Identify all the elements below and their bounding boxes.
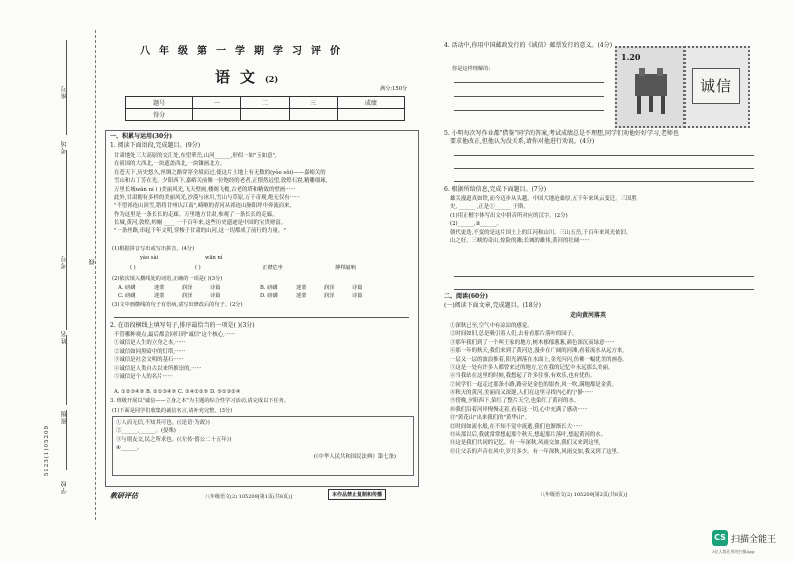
exam-no-line [66, 230, 67, 330]
stamp-price: 1.20 [621, 52, 641, 62]
essay-line: ⑦同学们一起走过那条小路,路旁是金色的银杏,风一吹,满地都是金黄。 [450, 381, 617, 388]
score-cell-1[interactable] [193, 109, 241, 121]
word-bozhi: 搏栉敲响 [335, 265, 356, 271]
essay-line: ⑫时间如流水般,在不知不觉中流逝,我们也渐渐长大······ [450, 423, 583, 430]
copyright-stamp: 本作品禁止复制和传播 [328, 489, 386, 500]
section1-heading: 一、积累与运用(30分) [110, 133, 173, 140]
score-header-2: 二 [241, 97, 289, 109]
q6-line: 雄关漫道真如铁,而今迈步从头越。中国大地沧桑厚,五千年来风云变迁。三国胜 [450, 196, 637, 202]
word-zhengjin: 正襟危坐 [262, 265, 283, 271]
essay-line: ⑪"黄花山"出来我们的"黄华山"。 [450, 415, 530, 422]
subject-number: (2) [265, 74, 279, 84]
essay-line: ⑤这是一处有许多人都曾来过的地方,它在我的记忆中永远那么美丽。 [450, 364, 614, 371]
stamp-image-1 [615, 46, 685, 128]
camscanner-tagline: 3亿人都在用的扫描App [712, 549, 755, 554]
pinyin-1: yào sài [140, 255, 159, 261]
q6-line: 山之好。三峡的奇山,惊险的滩;长城的雄伟,黄河的壮阔······ [450, 237, 590, 244]
q2-choices[interactable]: A. ①②③④⑤ B. ②①③④⑤ C. ③④①②⑤ D. ⑤①③②④ [114, 389, 241, 395]
q1-2-choices-row2 [118, 293, 408, 300]
q5-prompt-b: 要求他改正,但他认为没关系,请你对他进行劝说。(4分) [450, 138, 595, 145]
choice-d-w3: 润泽 [324, 293, 335, 299]
quote-line: ③与朋友交,民之所求也。(《左传·僖公二十五年》) [116, 436, 232, 443]
name-label: 姓名 [61, 330, 68, 344]
essay-line: ⑨傍晚,夕阳西下,染红了整片天空,也染红了黄河的水。 [450, 398, 580, 405]
fold-line [95, 30, 96, 520]
score-header-3: 三 [289, 97, 337, 109]
q2-line: ④诚信是人类自古以来所推崇的,······ [114, 365, 202, 372]
q1-passage [114, 152, 414, 238]
camscanner-icon: CS [712, 530, 728, 546]
q1-1-prompt: (1)根据拼音写出或写出拼音。(4分) [112, 246, 195, 252]
stamp-text: 诚信 [692, 68, 740, 104]
q2-line: ①诚信是人生的立身之本,······ [114, 340, 186, 347]
q1-3-prompt: (3)文中画横线的句子有语病,请写出修改后的句子。(2分) [112, 302, 243, 308]
left-page [100, 0, 420, 561]
serial-number: 5123(1)05209 [44, 425, 50, 477]
essay-line: ⑬从那以后,我就常常想起那个秋天,想起那片落叶,想起黄河的水。 [450, 431, 607, 438]
q1-line: 万里长城wǎn ní ( )美丽风光,飞天壁画,楼阁飞檐,古老的塔和精致的壁画······ [114, 186, 296, 193]
q1-line: 此外,甘肃拥有多样的美丽风光,沙漠与冰川,雪山与草原,万千奇观,绝无仅有······ [114, 194, 300, 201]
essay-line: ④那一年的秋天,我们来到了黄河边,漫步在广阔的河滩,看着流水从远方来, [450, 348, 624, 355]
q5-prompt: 5. 小明每次写作业都"借鉴"同学的答案,考试成绩总是不理想,同学们劝他好好学习,老师也 [444, 130, 679, 137]
q6-line: (1)用正楷字体写出文中拼音所对应的汉字。(2分) [450, 212, 568, 219]
q1-2-choices-row1 [118, 285, 408, 292]
answer-line[interactable] [454, 289, 754, 290]
pinyin-2: wān ní [205, 255, 223, 261]
q2-passage [114, 331, 414, 387]
bronze-vessel-icon [629, 68, 673, 116]
choice-a-w4: 诗篇 [210, 285, 221, 291]
choice-c-w4: 诗篇 [210, 293, 221, 299]
q6-passage [450, 195, 760, 265]
q1-line: 在祖国的大西北,一块遮盖西北,一块镶画北方。 [114, 161, 226, 168]
essay-line: ⑩我们沿着河岸慢慢走着,看着这一切,心中充满了感动······ [450, 406, 588, 413]
essay-line: ⑥当我站在这里的时候,我想起了许多往事,有欢乐,也有忧伤。 [450, 373, 596, 380]
choice-b-w3: 润泽 [324, 285, 335, 291]
choice-b-w4: 诗篇 [352, 285, 363, 291]
left-page-footer: 八年级语文(2) 105209[第1页(共8页)] [205, 494, 292, 500]
choice-c-w3: 润泽 [182, 293, 193, 299]
q3-prompt: 3. 班级开展以"诚信——立身之本"为主题的综合性学习活动,请完成以下任务。 [110, 398, 290, 404]
q4-sub: 你是这样理解的: [452, 66, 491, 72]
choice-c-w2: 迷蒙 [154, 293, 165, 299]
score-row-label: 得分 [126, 109, 193, 121]
essay-title: 走向黄河落英 [570, 312, 607, 319]
q2-prompt: 2. 在语段横线上填写句子,排序最恰当的一项是( )(3分) [110, 322, 255, 329]
publisher-logo: 教研评估 [110, 492, 138, 500]
room-line [66, 150, 67, 230]
q1-line: 在苍天下,历史悠久,丝绸之路穿穿全境而过,使这片土地上有无数的(yòo sǒi)——嘉峪关的 [114, 169, 326, 176]
binding-strip [0, 0, 100, 561]
answer-line[interactable] [454, 110, 604, 111]
answer-line[interactable] [114, 317, 409, 318]
essay-line: ③那年我们到了一个叫王家的地方,树木郁郁葱葱,颜色深沉而绿意······ [450, 339, 615, 346]
q1-line: "一条丝路,串起千年文明,穿梭于甘肃的山河,这一切都成了前行的力量。" [114, 228, 286, 235]
seat-label: 座号 [61, 85, 68, 99]
q1-line: "不望祁连山顶雪,错将甘州认江南",崎岖的青河从祁连山脉阳坪中奔流而来, [114, 203, 292, 210]
q1-2-prompt: (2)依次填入横线处的词语,正确的一项是( )(3分) [112, 276, 223, 282]
q4-prompt: 4. 活动中,你用中国邮政发行的《诚信》邮票发行的意义。(4分) [444, 42, 613, 49]
stamp-image-2 [684, 46, 750, 128]
choice-a-w2: 迷蒙 [154, 285, 165, 291]
essay-body [450, 322, 765, 482]
fold-mark: 线 [89, 258, 96, 265]
subject-name: 语文 [215, 68, 266, 86]
score-header-1: 一 [193, 97, 241, 109]
quote-law: (《中华人民共和国民法典》第七条) [313, 453, 396, 460]
essay-line: ⑧秋天的黄河,美丽而又深邃,人们在这里寻找内心的宁静······ [450, 390, 594, 396]
quote-line[interactable]: ④______。 [116, 445, 143, 452]
choice-d-w2: 迷蒙 [296, 293, 307, 299]
right-page [440, 0, 780, 561]
answer-line[interactable] [454, 168, 754, 169]
q1-prompt: 1. 阅读下面语段,完成题目。(9分) [110, 142, 201, 149]
full-score: 满分:150分 [380, 86, 408, 92]
score-cell-2[interactable] [241, 109, 289, 121]
q2-line: ③诚信是社会文明的基石······ [114, 357, 184, 364]
right-page-footer: 八年级语文(2) 105209[第2页(共8页)] [540, 492, 627, 498]
answer-line[interactable] [454, 181, 754, 182]
q6-line: 史, ______ ,正是①______ 于斯。 [450, 204, 529, 211]
choice-b-label[interactable]: B. 磅礴 [260, 285, 278, 291]
q1-line: 作为这里是一条长长的走廊。万里地方甘肃,参观了一条长长的走廊。 [114, 211, 278, 218]
answer-line[interactable] [454, 155, 754, 156]
score-cell-3[interactable] [289, 109, 337, 121]
q6-prompt: 6. 根据所给信息,完成下面题目。(7分) [444, 186, 547, 193]
choice-b-w2: 迷蒙 [296, 285, 307, 291]
exam-no-label: 考号 [61, 255, 68, 269]
choice-d-w4: 诗篇 [352, 293, 363, 299]
answer-line[interactable] [454, 96, 604, 97]
essay-line: ①深秋已至,空气中有凉凉的感觉。 [450, 323, 533, 329]
q2-line: 不管哪种观点,最后都会回归到"诚信"这个核心,······ [114, 332, 236, 338]
camscanner-watermark [712, 528, 792, 558]
quotes [116, 419, 406, 473]
score-header-qno: 题号 [126, 97, 193, 109]
blank-2[interactable]: ( ) [195, 265, 201, 271]
q3-1-prompt: (1)下面是同学们收集的诚信名言,请补充完整。(3分) [112, 408, 233, 414]
school-label: 学校 [61, 480, 68, 494]
quote-line[interactable]: ②______,______。(晏殊) [116, 428, 176, 435]
q2-line: ②诚信如同黑暗中的灯塔,······ [114, 348, 186, 355]
q1-line: 长城,黄河,敦煌,崆峒 ____ 一千百年来,这些历史遗迹是中国的宝贵财富。 [114, 220, 287, 226]
q7-prompt: (一)阅读下面文章,完成题目。(18分) [444, 302, 541, 309]
seat-line [66, 40, 67, 135]
exam-title: 八年级第一学期学习评价 [140, 46, 349, 57]
class-label: 班级 [61, 410, 68, 424]
essay-line: ②时间如旧,总是吸引着人们,去看看那片落叶的园子。 [450, 331, 578, 338]
choice-a-label[interactable]: A. 磅礴 [118, 285, 136, 291]
q1-line: 雪山和古丁芳在光。夕阳西下,嘉峪关前像一位饱经的老者,正憬然远望,敦煌石窟,精雕细琢, [114, 178, 328, 185]
subject-title [215, 66, 278, 87]
q2-line: ⑤诚信是个人的名片······ [114, 373, 173, 380]
choice-d-label[interactable]: D. 磅礴 [260, 293, 278, 299]
score-header-total: 成绩 [337, 97, 404, 109]
essay-line: ⑭这是我们共同的记忆。有一年深秋,风雨交加,我们又来到这里, [450, 440, 601, 447]
q6-line: 朝代更迭,不变的是这片国土上的江河和山川。三山五岳,千百年来风光依旧。 [450, 229, 632, 236]
choice-c-label[interactable]: C. 磅礴 [118, 293, 136, 299]
class-line [66, 410, 67, 470]
section2-heading: 二、阅读(60分) [444, 293, 489, 300]
essay-line: 一层又一层的波浪推着,阳光洒落在水面上,金光闪闪,仿佛一幅优美的画卷。 [450, 356, 628, 363]
score-table [125, 96, 405, 121]
room-label: 考场 [61, 140, 68, 154]
essay-line: ⑮让父亲的声音在风中,岁月多少。有一年深秋,风雨交加,我又到了这里。 [450, 448, 623, 455]
choice-a-w3: 润泽 [182, 285, 193, 291]
q6-line[interactable]: (2)______,②______。 [450, 221, 502, 228]
blank-1[interactable]: ( ) [130, 265, 136, 271]
answer-line[interactable] [454, 276, 754, 277]
score-cell-total[interactable] [337, 109, 404, 121]
answer-line[interactable] [454, 82, 604, 83]
q1-line: 甘肃地处三大高原的交汇处,东望華岳,山河______,形似一如"玉如意", [114, 153, 277, 159]
name-line [66, 335, 67, 405]
camscanner-name: 扫描全能王 [731, 535, 777, 545]
quote-line: ①人而无信,不知其可也。(《论语·为政》) [116, 420, 210, 426]
